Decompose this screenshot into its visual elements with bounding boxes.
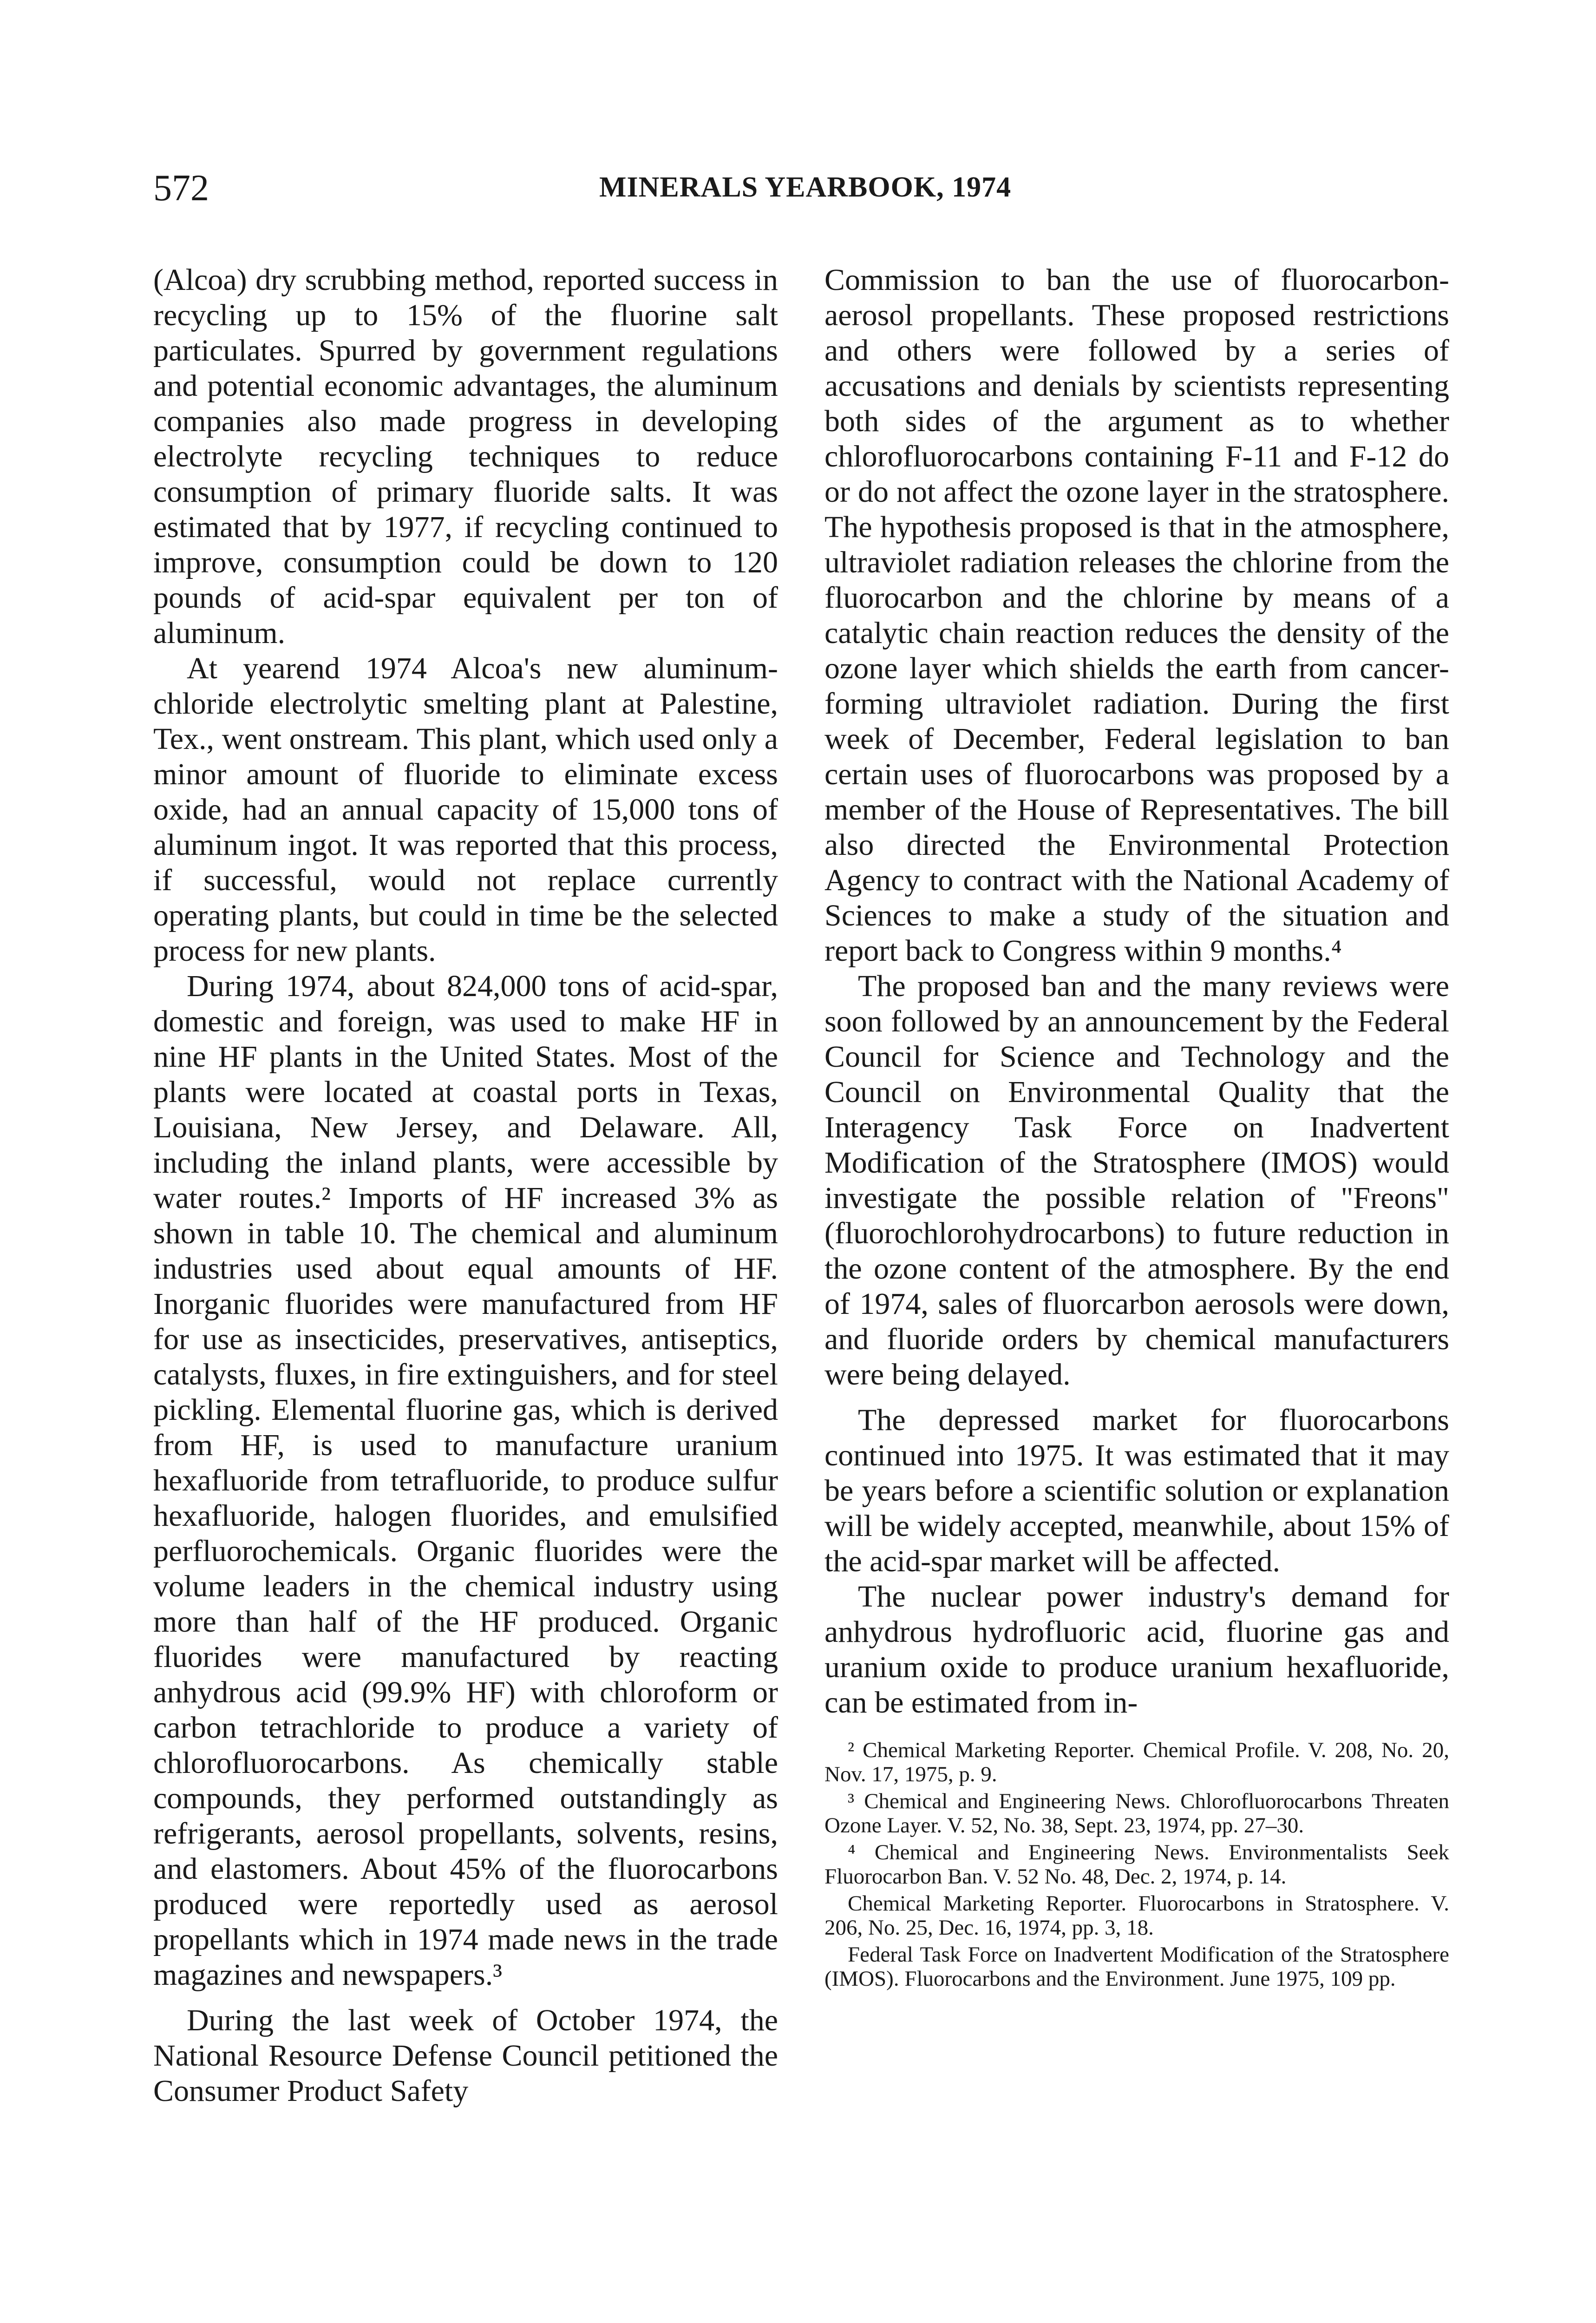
footnotes <box>824 1738 1449 1991</box>
paragraph: At yearend 1974 Alcoa's new aluminum-chloride electrolytic smelting plant at Palestine, Tex., went onstream. This plant, which used only a minor amount of fluoride to eliminate excess oxide, had an annual capacity of 15,000 tons of aluminum ingot. It was reported that this process, if successful, would not replace currently operating plants, but could in time be the selected process for new plants. <box>153 651 778 968</box>
footnote: ² Chemical Marketing Reporter. Chemical Profile. V. 208, No. 20, Nov. 17, 1975, p. 9. <box>824 1738 1449 1786</box>
paragraph: (Alcoa) dry scrubbing method, reported success in recycling up to 15% of the fluorine salt particulates. Spurred by government regulations and potential economic advantages, the aluminum companies also made progress in developing electrolyte recycling techniques to reduce consumption of primary fluoride salts. It was estimated that by 1977, if recycling continued to improve, consumption could be down to 120 pounds of acid-spar equivalent per ton of aluminum. <box>153 263 778 650</box>
paragraph: The depressed market for fluorocarbons continued into 1975. It was estimated that it may be years before a scientific solution or explanation will be widely accepted, meanwhile, about 15% of the acid-spar market will be affected. <box>824 1403 1449 1578</box>
paragraph: The nuclear power industry's demand for anhydrous hydrofluoric acid, fluorine gas and uranium oxide to produce uranium hexafluoride, can be estimated from in- <box>824 1580 1449 1719</box>
left-column <box>153 262 778 2109</box>
footnote: ⁴ Chemical and Engineering News. Environmentalists Seek Fluorocarbon Ban. V. 52 No. 48, Dec. 2, 1974, p. 14. <box>824 1840 1449 1889</box>
paragraph: During the last week of October 1974, the National Resource Defense Council petitioned the Consumer Product Safety <box>153 2003 778 2108</box>
paragraph: During 1974, about 824,000 tons of acid-spar, domestic and foreign, was used to make HF in nine HF plants in the United States. Most of the plants were located at coastal ports in Texas, Louisiana, New Jersey, and Delaware. All, including the inland plants, were accessible by water routes.² Imports of HF increased 3% as shown in table 10. The chemical and aluminum industries used about equal amounts of HF. Inorganic fluorides were manufactured from HF for use as insecticides, preservatives, antiseptics, catalysts, fluxes, in fire extinguishers, and for steel pickling. Elemental fluorine gas, which is derived from HF, is used to manufacture uranium hexafluoride from tetrafluoride, to produce sulfur hexafluoride, halogen fluorides, and emulsified perfluorochemicals. Organic fluorides were the volume leaders in the chemical industry using more than half of the HF produced. Organic fluorides were manufactured by reacting anhydrous acid (99.9% HF) with chloroform or carbon tetrachloride to produce a variety of chlorofluorocarbons. As chemically stable compounds, they performed outstandingly as refrigerants, aerosol propellants, solvents, resins, and elastomers. About 45% of the fluorocarbons produced were reportedly used as aerosol propellants which in 1974 made news in the trade magazines and newspapers.³ <box>153 969 778 1992</box>
running-head: MINERALS YEARBOOK, 1974 <box>599 171 1012 203</box>
right-column <box>824 262 1449 1994</box>
paragraph: Commission to ban the use of fluorocarbon-aerosol propellants. These proposed restrictions and others were followed by a series of accusations and denials by scientists representing both sides of the argument as to whether chlorofluorocarbons containing F-11 and F-12 do or do not affect the ozone layer in the stratosphere. The hypothesis proposed is that in the atmosphere, ultraviolet radiation releases the chlorine from the fluorocarbon and the chlorine by means of a catalytic chain reaction reduces the density of the ozone layer which shields the earth from cancer-forming ultraviolet radiation. During the first week of December, Federal legislation to ban certain uses of fluorocarbons was proposed by a member of the House of Representatives. The bill also directed the Environmental Protection Agency to contract with the National Academy of Sciences to make a study of the situation and report back to Congress within 9 months.⁴ <box>824 263 1449 968</box>
paragraph: The proposed ban and the many reviews were soon followed by an announcement by the Federal Council for Science and Technology and the Council on Environmental Quality that the Interagency Task Force on Inadvertent Modification of the Stratosphere (IMOS) would investigate the possible relation of "Freons" (fluorochlorohydrocarbons) to future reduction in the ozone content of the atmosphere. By the end of 1974, sales of fluorcarbon aerosols were down, and fluoride orders by chemical manufacturers were being delayed. <box>824 969 1449 1391</box>
footnote: Chemical Marketing Reporter. Fluorocarbons in Stratosphere. V. 206, No. 25, Dec. 16, 1974, pp. 3, 18. <box>824 1891 1449 1940</box>
footnote: ³ Chemical and Engineering News. Chlorofluorocarbons Threaten Ozone Layer. V. 52, No. 38, Sept. 23, 1974, pp. 27–30. <box>824 1789 1449 1837</box>
footnote: Federal Task Force on Inadvertent Modification of the Stratosphere (IMOS). Fluorocarbons and the Environment. June 1975, 109 pp. <box>824 1942 1449 1991</box>
page-header <box>153 167 1454 218</box>
page-number: 572 <box>153 168 209 209</box>
